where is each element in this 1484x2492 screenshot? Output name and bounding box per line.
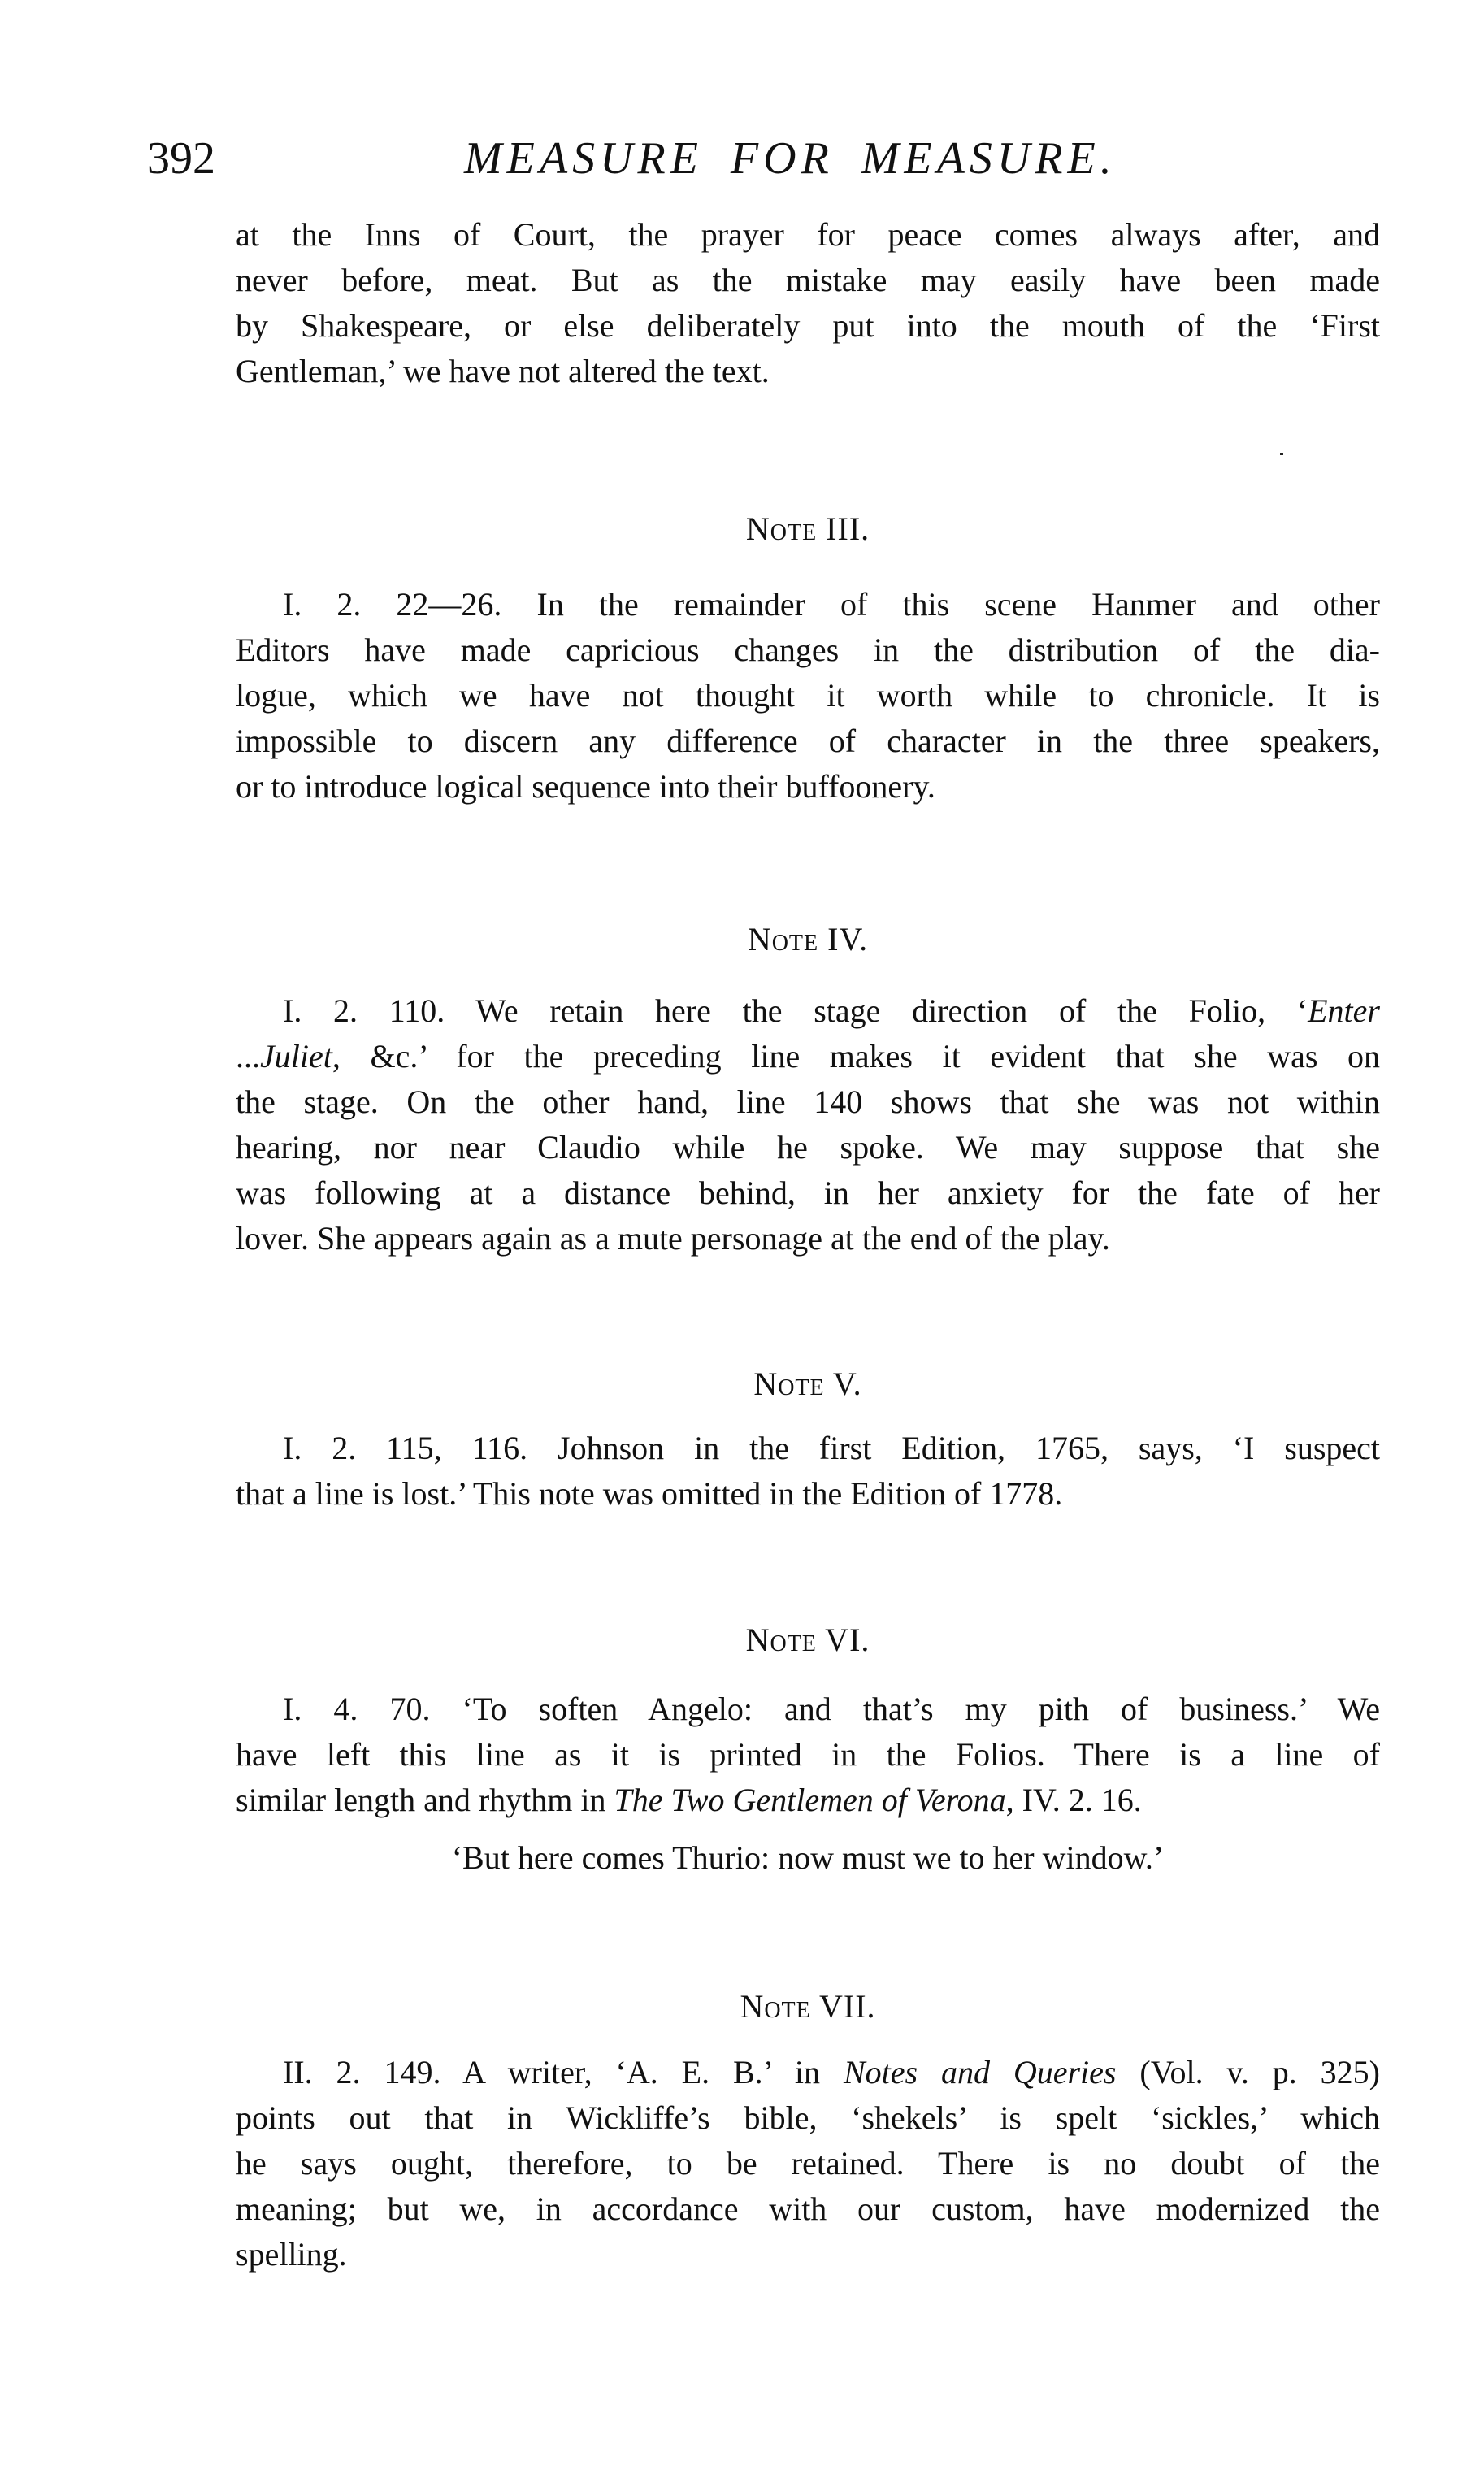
text-line [236,1687,1380,1732]
text-line [236,349,1380,394]
print-speck [1280,453,1283,455]
page-title: MEASURE FOR MEASURE. [464,133,1117,184]
text-line [236,1216,1380,1261]
text-line [236,303,1380,349]
text-line [236,1034,1380,1079]
text-run: points out that in Wickliffe’s bible, ‘shekels’ is spelt ‘sickles,’ which [236,2099,1380,2136]
note-paragraph [236,1426,1380,1517]
text-run: he says ought, therefore, to be retained. There is no doubt of the [236,2145,1380,2182]
text-run: I. 2. 115, 116. Johnson in the first Edition, 1765, says, ‘I suspect [283,1430,1380,1466]
text-line [236,2186,1380,2232]
text-run: never before, meat. But as the mistake may easily have been made [236,262,1380,298]
text-run: (Vol. v. p. 325) [1116,2054,1380,2090]
italic-title: Juliet [260,1038,332,1075]
text-run: Gentleman,’ we have not altered the text. [236,353,770,389]
page-number: 392 [147,133,215,184]
text-run: at the Inns of Court, the prayer for peace comes always after, and [236,216,1380,253]
quote-line: ‘But here comes Thurio: now must we to her window.’ [451,1839,1165,1876]
text-line [236,582,1380,627]
text-run: logue, which we have not thought it worth while to chronicle. It is [236,677,1380,714]
note-heading: Note V. [753,1365,862,1402]
text-run: or to introduce logical sequence into their buffoonery. [236,768,935,805]
text-line [236,2050,1380,2095]
note-paragraph [236,988,1380,1261]
text-run: I. 2. 22—26. In the remainder of this scene Hanmer and other [283,586,1380,623]
text-line [236,258,1380,303]
text-run: have left this line as it is printed in the Folios. There is a line of [236,1736,1380,1773]
text-line [236,2232,1380,2277]
text-run: was following at a distance behind, in her anxiety for the fate of her [236,1174,1380,1211]
intro-paragraph [236,212,1380,394]
text-run: similar length and rhythm in [236,1782,614,1818]
text-line [236,2141,1380,2186]
note-heading: Note IV. [747,921,869,957]
text-line [236,1170,1380,1216]
text-run: impossible to discern any difference of character in the three speakers, [236,723,1380,759]
text-run: by Shakespeare, or else deliberately put into the mouth of the ‘First [236,307,1380,344]
text-run: II. 2. 149. A writer, ‘A. E. B.’ in [283,2054,844,2090]
note-heading: Note VII. [740,1988,876,2025]
note-heading: Note III. [745,510,870,547]
text-run: I. 2. 110. We retain here the stage direction of the Folio, ‘ [283,992,1308,1029]
text-line [236,1471,1380,1517]
note-heading: Note VI. [745,1622,870,1658]
italic-title: Notes and Queries [843,2054,1117,2090]
text-line [236,212,1380,258]
text-run: meaning; but we, in accordance with our custom, have modernized the [236,2190,1380,2227]
text-line [236,627,1380,673]
text-run: lover. She appears again as a mute personage at the end of the play. [236,1220,1110,1257]
italic-title: The Two Gentlemen of Verona [614,1782,1006,1818]
text-run: that a line is lost.’ This note was omitted in the Edition of 1778. [236,1475,1063,1512]
note-paragraph [236,2050,1380,2277]
text-run: the stage. On the other hand, line 140 shows that she was not within [236,1083,1380,1120]
italic-title: Enter [1308,992,1380,1029]
text-run: spelling. [236,2236,347,2273]
text-run: Editors have made capricious changes in the distribution of the dia- [236,632,1380,668]
text-run: , IV. 2. 16. [1005,1782,1142,1818]
quoted-verse [236,1835,1380,1881]
text-line [236,988,1380,1034]
text-run: hearing, nor near Claudio while he spoke. We may suppose that she [236,1129,1380,1166]
running-head [147,130,1380,187]
text-line [236,764,1380,810]
note-paragraph [236,1687,1380,1823]
text-line [236,673,1380,719]
text-line [236,1125,1380,1170]
note-paragraph [236,582,1380,810]
text-run: ... [236,1038,260,1075]
text-line [236,719,1380,764]
text-line [236,2095,1380,2141]
text-line [236,1732,1380,1778]
text-line [236,1079,1380,1125]
text-line [236,1426,1380,1471]
text-line [236,1778,1380,1823]
text-run: I. 4. 70. ‘To soften Angelo: and that’s my pith of business.’ We [283,1691,1380,1727]
text-run: , &c.’ for the preceding line makes it evident that she was on [332,1038,1380,1075]
